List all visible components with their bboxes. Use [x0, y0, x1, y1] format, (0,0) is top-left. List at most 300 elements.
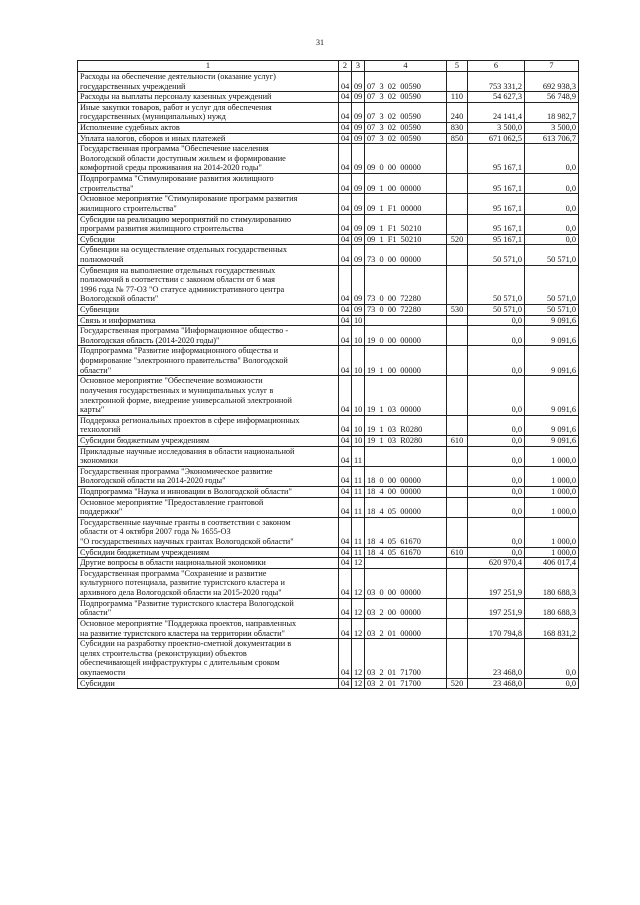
section-code: 04	[339, 598, 352, 618]
row-name	[78, 415, 339, 435]
row-name-line: Основное мероприятие "Обеспечение возможности	[80, 376, 263, 386]
row-name-line: получения государственных и муниципальных услуг в	[80, 385, 274, 395]
table-row	[78, 497, 579, 517]
section-code: 04	[339, 639, 352, 678]
row-name	[78, 678, 339, 689]
section-code: 04	[339, 486, 352, 497]
row-name	[78, 234, 339, 245]
row-name-line: Иные закупки товаров, работ и услуг для обеспечения	[80, 102, 272, 112]
amount-column-7: 0,0	[525, 194, 579, 214]
subsection-code: 10	[352, 376, 365, 415]
subsection-code: 09	[352, 265, 365, 304]
row-name-line: целях строительства (реконструкции) объектов	[80, 648, 247, 658]
section-code: 04	[339, 144, 352, 174]
subsection-code: 11	[352, 446, 365, 466]
expense-type-code	[447, 618, 468, 638]
row-name	[78, 346, 339, 376]
section-code: 04	[339, 497, 352, 517]
target-article-code: 07 3 02 00590	[365, 133, 447, 144]
column-header: 7	[525, 61, 579, 72]
row-name-line: Государственная программа "Информационное общество -	[80, 326, 289, 336]
target-article-code: 09 1 F1 00000	[365, 194, 447, 214]
amount-column-7: 9 091,6	[525, 326, 579, 346]
table-row	[78, 92, 579, 103]
table-row	[78, 568, 579, 598]
section-code: 04	[339, 72, 352, 92]
expense-type-code	[447, 415, 468, 435]
row-name-line: полномочий	[80, 254, 124, 264]
amount-column-7: 3 500,0	[525, 123, 579, 134]
amount-column-6: 197 251,9	[468, 598, 525, 618]
section-code: 04	[339, 305, 352, 316]
target-article-code: 73 0 00 72280	[365, 265, 447, 304]
section-code: 04	[339, 234, 352, 245]
subsection-code: 11	[352, 466, 365, 486]
row-name	[78, 598, 339, 618]
expense-type-code: 850	[447, 133, 468, 144]
section-code: 04	[339, 326, 352, 346]
row-name-line: Государственная программа "Экономическое развитие	[80, 466, 273, 476]
table-row	[78, 435, 579, 446]
row-name-line: Субсидии	[80, 234, 115, 244]
row-name-line: области"	[80, 608, 112, 618]
amount-column-6: 170 794,8	[468, 618, 525, 638]
row-name	[78, 497, 339, 517]
row-name-line: Расходы на обеспечение деятельности (оказание услуг)	[80, 72, 276, 81]
amount-column-7: 9 091,6	[525, 415, 579, 435]
subsection-code: 09	[352, 144, 365, 174]
row-name-line: государственных учреждений	[80, 81, 186, 91]
table-row	[78, 517, 579, 547]
row-name	[78, 517, 339, 547]
expense-type-code: 520	[447, 234, 468, 245]
row-name-line: Основное мероприятие "Поддержка проектов, направленных	[80, 618, 297, 628]
row-name-line: Государственная программа "Сохранение и развитие	[80, 568, 267, 578]
amount-column-7: 0,0	[525, 214, 579, 234]
target-article-code: 03 0 00 00000	[365, 568, 447, 598]
table-row	[78, 376, 579, 415]
row-name-line: Субсидии	[80, 678, 115, 688]
target-article-code: 09 0 00 00000	[365, 144, 447, 174]
row-name-line: Вологодская область (2014-2020 годы)"	[80, 335, 220, 345]
subsection-code: 12	[352, 618, 365, 638]
subsection-code: 11	[352, 517, 365, 547]
amount-column-6: 50 571,0	[468, 305, 525, 316]
row-name-line: Поддержка региональных проектов в сфере информационных	[80, 415, 300, 425]
amount-column-7: 50 571,0	[525, 305, 579, 316]
subsection-code: 12	[352, 598, 365, 618]
row-name-line: программ развития жилищного строительства	[80, 224, 244, 234]
subsection-code: 12	[352, 568, 365, 598]
target-article-code: 19 1 00 00000	[365, 346, 447, 376]
page-number: 31	[316, 38, 324, 47]
row-name	[78, 435, 339, 446]
amount-column-6: 24 141,4	[468, 102, 525, 122]
row-name-line: Связь и информатика	[80, 315, 156, 325]
row-name	[78, 245, 339, 265]
row-name-line: Уплата налогов, сборов и иных платежей	[80, 133, 226, 143]
amount-column-7: 1 000,0	[525, 446, 579, 466]
target-article-code: 09 1 00 00000	[365, 174, 447, 194]
target-article-code: 07 3 02 00590	[365, 123, 447, 134]
row-name	[78, 639, 339, 678]
row-name-line: Прикладные научные исследования в области национальной	[80, 446, 295, 456]
row-name	[78, 568, 339, 598]
row-name-line: "О государственных научных грантах Вологодской области"	[80, 537, 294, 547]
table-row	[78, 315, 579, 326]
expense-type-code	[447, 245, 468, 265]
column-header: 1	[78, 61, 339, 72]
subsection-code: 11	[352, 486, 365, 497]
row-name-line: экономики	[80, 456, 118, 466]
table-row	[78, 415, 579, 435]
row-name-line: Субсидии на разработку проектно-сметной документации в	[80, 639, 292, 649]
target-article-code: 18 0 00 00000	[365, 466, 447, 486]
amount-column-6: 50 571,0	[468, 265, 525, 304]
expense-type-code: 610	[447, 435, 468, 446]
budget-table	[77, 60, 579, 689]
amount-column-6: 23 468,0	[468, 678, 525, 689]
expense-type-code: 830	[447, 123, 468, 134]
target-article-code	[365, 558, 447, 569]
expense-type-code	[447, 72, 468, 92]
amount-column-6: 620 970,4	[468, 558, 525, 569]
amount-column-6: 0,0	[468, 446, 525, 466]
row-name-line: Субвенция на выполнение отдельных государственных	[80, 265, 276, 275]
target-article-code	[365, 315, 447, 326]
expense-type-code	[447, 446, 468, 466]
row-name	[78, 144, 339, 174]
amount-column-6: 0,0	[468, 315, 525, 326]
amount-column-7: 50 571,0	[525, 265, 579, 304]
column-header: 3	[352, 61, 365, 72]
row-name-line: 1996 года № 77-ОЗ "О статусе административного центра	[80, 284, 285, 294]
table-row	[78, 234, 579, 245]
amount-column-7: 0,0	[525, 639, 579, 678]
row-name-line: Субсидии бюджетным учреждениям	[80, 547, 210, 557]
row-name-line: культурного потенциала, развитие туристского кластера и	[80, 578, 285, 588]
subsection-code: 10	[352, 435, 365, 446]
subsection-code: 09	[352, 174, 365, 194]
table-row	[78, 174, 579, 194]
subsection-code: 12	[352, 558, 365, 569]
subsection-code: 11	[352, 497, 365, 517]
row-name	[78, 123, 339, 134]
target-article-code: 03 2 01 00000	[365, 618, 447, 638]
row-name-line: Другие вопросы в области национальной экономики	[80, 558, 266, 568]
section-code: 04	[339, 265, 352, 304]
table-row	[78, 558, 579, 569]
amount-column-6: 0,0	[468, 376, 525, 415]
row-name-line: Основное мероприятие "Предоставление грантовой	[80, 497, 264, 507]
row-name-line: Вологодской области на 2014-2020 годы"	[80, 476, 226, 486]
amount-column-7: 9 091,6	[525, 346, 579, 376]
table-row	[78, 346, 579, 376]
row-name-line: архивного дела Вологодской области на 2015-2020 годы"	[80, 588, 282, 598]
target-article-code: 19 0 00 00000	[365, 326, 447, 346]
row-name-line: полномочий в соответствии с законом области от 6 мая	[80, 275, 276, 285]
expense-type-code	[447, 174, 468, 194]
table-row	[78, 245, 579, 265]
subsection-code: 09	[352, 123, 365, 134]
target-article-code: 03 2 00 00000	[365, 598, 447, 618]
section-code: 04	[339, 123, 352, 134]
expense-type-code	[447, 194, 468, 214]
amount-column-7: 0,0	[525, 144, 579, 174]
section-code: 04	[339, 547, 352, 558]
row-name-line: Подпрограмма "Стимулирование развития жилищного	[80, 174, 274, 184]
table-row	[78, 326, 579, 346]
subsection-code: 09	[352, 92, 365, 103]
row-name-line: электронной форме, внедрение универсальной электронной	[80, 395, 292, 405]
subsection-code: 10	[352, 346, 365, 376]
subsection-code: 09	[352, 72, 365, 92]
section-code: 04	[339, 245, 352, 265]
section-code: 04	[339, 92, 352, 103]
section-code: 04	[339, 446, 352, 466]
target-article-code: 03 2 01 71700	[365, 639, 447, 678]
target-article-code: 18 4 05 61670	[365, 517, 447, 547]
expense-type-code	[447, 517, 468, 547]
row-name-line: комфортной среды проживания на 2014-2020 годы"	[80, 163, 262, 173]
amount-column-7: 1 000,0	[525, 547, 579, 558]
row-name	[78, 326, 339, 346]
amount-column-6: 753 331,2	[468, 72, 525, 92]
target-article-code: 73 0 00 00000	[365, 245, 447, 265]
row-name	[78, 486, 339, 497]
amount-column-7: 1 000,0	[525, 517, 579, 547]
table-header-row	[78, 61, 579, 72]
amount-column-7: 0,0	[525, 174, 579, 194]
row-name-line: обеспечивающей инфраструктуры с длительным сроком	[80, 658, 280, 668]
row-name-line: Вологодской области доступным жильем и формирование	[80, 153, 286, 163]
amount-column-7: 18 982,7	[525, 102, 579, 122]
expense-type-code	[447, 639, 468, 678]
row-name-line: Подпрограмма "Развитие туристского кластера Вологодской	[80, 598, 294, 608]
row-name-line: формирование "электронного правительства" Вологодской	[80, 356, 288, 366]
amount-column-6: 0,0	[468, 466, 525, 486]
target-article-code: 07 3 02 00590	[365, 102, 447, 122]
target-article-code: 19 1 03 00000	[365, 376, 447, 415]
target-article-code: 03 2 01 71700	[365, 678, 447, 689]
row-name	[78, 133, 339, 144]
expense-type-code	[447, 265, 468, 304]
table-row	[78, 466, 579, 486]
expense-type-code	[447, 486, 468, 497]
row-name-line: окупаемости	[80, 667, 126, 677]
expense-type-code	[447, 558, 468, 569]
subsection-code: 09	[352, 214, 365, 234]
amount-column-6: 0,0	[468, 486, 525, 497]
row-name	[78, 305, 339, 316]
subsection-code: 09	[352, 305, 365, 316]
subsection-code: 11	[352, 547, 365, 558]
amount-column-7: 9 091,6	[525, 435, 579, 446]
target-article-code: 09 1 F1 50210	[365, 214, 447, 234]
expense-type-code	[447, 466, 468, 486]
amount-column-6: 50 571,0	[468, 245, 525, 265]
amount-column-6: 54 627,3	[468, 92, 525, 103]
target-article-code: 18 4 05 00000	[365, 497, 447, 517]
expense-type-code: 610	[447, 547, 468, 558]
column-header: 5	[447, 61, 468, 72]
table-row	[78, 618, 579, 638]
target-article-code: 09 1 F1 50210	[365, 234, 447, 245]
expense-type-code: 240	[447, 102, 468, 122]
amount-column-6: 3 500,0	[468, 123, 525, 134]
row-name-line: Подпрограмма "Развитие информационного общества и	[80, 346, 279, 356]
amount-column-6: 0,0	[468, 517, 525, 547]
table-row	[78, 123, 579, 134]
expense-type-code	[447, 568, 468, 598]
amount-column-7: 1 000,0	[525, 486, 579, 497]
amount-column-7: 1 000,0	[525, 466, 579, 486]
section-code: 04	[339, 415, 352, 435]
amount-column-7: 406 017,4	[525, 558, 579, 569]
column-header: 4	[365, 61, 447, 72]
row-name	[78, 92, 339, 103]
amount-column-6: 23 468,0	[468, 639, 525, 678]
amount-column-6: 0,0	[468, 346, 525, 376]
amount-column-6: 0,0	[468, 497, 525, 517]
row-name-line: Субсидии бюджетным учреждениям	[80, 435, 210, 445]
row-name	[78, 618, 339, 638]
row-name-line: поддержки"	[80, 507, 123, 517]
expense-type-code	[447, 497, 468, 517]
row-name-line: Государственная программа "Обеспечение населения	[80, 144, 269, 154]
row-name-line: на развитие туристского кластера на территории области"	[80, 628, 285, 638]
subsection-code: 12	[352, 639, 365, 678]
amount-column-7: 9 091,6	[525, 315, 579, 326]
section-code: 04	[339, 678, 352, 689]
section-code: 04	[339, 174, 352, 194]
table-row	[78, 598, 579, 618]
row-name	[78, 315, 339, 326]
expense-type-code: 520	[447, 678, 468, 689]
subsection-code: 09	[352, 133, 365, 144]
row-name	[78, 466, 339, 486]
amount-column-6: 95 167,1	[468, 174, 525, 194]
expense-type-code	[447, 144, 468, 174]
amount-column-7: 0,0	[525, 678, 579, 689]
amount-column-6: 95 167,1	[468, 214, 525, 234]
amount-column-7: 692 938,3	[525, 72, 579, 92]
subsection-code: 10	[352, 415, 365, 435]
expense-type-code: 530	[447, 305, 468, 316]
table-row	[78, 102, 579, 122]
column-header: 6	[468, 61, 525, 72]
row-name-line: Субвенции на осуществление отдельных государственных	[80, 245, 287, 255]
amount-column-6: 95 167,1	[468, 234, 525, 245]
target-article-code: 18 4 05 61670	[365, 547, 447, 558]
amount-column-6: 0,0	[468, 435, 525, 446]
expense-type-code	[447, 598, 468, 618]
amount-column-6: 197 251,9	[468, 568, 525, 598]
row-name-line: Основное мероприятие "Стимулирование программ развития	[80, 194, 298, 204]
section-code: 04	[339, 376, 352, 415]
section-code: 04	[339, 102, 352, 122]
table-row	[78, 446, 579, 466]
subsection-code: 10	[352, 315, 365, 326]
amount-column-7: 180 688,3	[525, 598, 579, 618]
target-article-code: 18 4 00 00000	[365, 486, 447, 497]
row-name	[78, 376, 339, 415]
section-code: 04	[339, 346, 352, 376]
amount-column-7: 9 091,6	[525, 376, 579, 415]
amount-column-6: 671 062,5	[468, 133, 525, 144]
section-code: 04	[339, 558, 352, 569]
amount-column-7: 50 571,0	[525, 245, 579, 265]
expense-type-code	[447, 326, 468, 346]
table-row	[78, 486, 579, 497]
section-code: 04	[339, 194, 352, 214]
row-name	[78, 558, 339, 569]
target-article-code	[365, 446, 447, 466]
amount-column-7: 168 831,2	[525, 618, 579, 638]
row-name-line: Субсидии на реализацию мероприятий по стимулированию	[80, 214, 292, 224]
table-row	[78, 265, 579, 304]
amount-column-6: 0,0	[468, 547, 525, 558]
subsection-code: 10	[352, 326, 365, 346]
section-code: 04	[339, 466, 352, 486]
row-name-line: области"	[80, 365, 112, 375]
expense-type-code	[447, 315, 468, 326]
row-name-line: государственных (муниципальных) нужд	[80, 112, 226, 122]
row-name	[78, 194, 339, 214]
table-row	[78, 639, 579, 678]
subsection-code: 09	[352, 234, 365, 245]
subsection-code: 09	[352, 194, 365, 214]
row-name	[78, 72, 339, 92]
target-article-code: 07 3 02 00590	[365, 92, 447, 103]
table-row	[78, 72, 579, 92]
amount-column-6: 95 167,1	[468, 194, 525, 214]
target-article-code: 19 1 03 R0280	[365, 415, 447, 435]
row-name	[78, 214, 339, 234]
table-row	[78, 133, 579, 144]
amount-column-6: 0,0	[468, 415, 525, 435]
section-code: 04	[339, 214, 352, 234]
amount-column-6: 0,0	[468, 326, 525, 346]
expense-type-code	[447, 346, 468, 376]
row-name	[78, 102, 339, 122]
table-row	[78, 305, 579, 316]
row-name-line: жилищного строительства"	[80, 203, 177, 213]
amount-column-7: 180 688,3	[525, 568, 579, 598]
table-row	[78, 194, 579, 214]
column-header: 2	[339, 61, 352, 72]
amount-column-7: 1 000,0	[525, 497, 579, 517]
section-code: 04	[339, 315, 352, 326]
target-article-code: 73 0 00 72280	[365, 305, 447, 316]
section-code: 04	[339, 618, 352, 638]
amount-column-7: 0,0	[525, 234, 579, 245]
subsection-code: 12	[352, 678, 365, 689]
row-name	[78, 547, 339, 558]
row-name-line: Государственные научные гранты в соответствии с законом	[80, 517, 291, 527]
row-name-line: карты"	[80, 405, 105, 415]
row-name-line: Вологодской области"	[80, 294, 159, 304]
row-name	[78, 265, 339, 304]
amount-column-6: 95 167,1	[468, 144, 525, 174]
row-name	[78, 446, 339, 466]
row-name-line: строительства"	[80, 183, 134, 193]
amount-column-7: 56 748,9	[525, 92, 579, 103]
row-name-line: Исполнение судебных актов	[80, 123, 180, 133]
table-row	[78, 144, 579, 174]
section-code: 04	[339, 517, 352, 547]
amount-column-7: 613 706,7	[525, 133, 579, 144]
